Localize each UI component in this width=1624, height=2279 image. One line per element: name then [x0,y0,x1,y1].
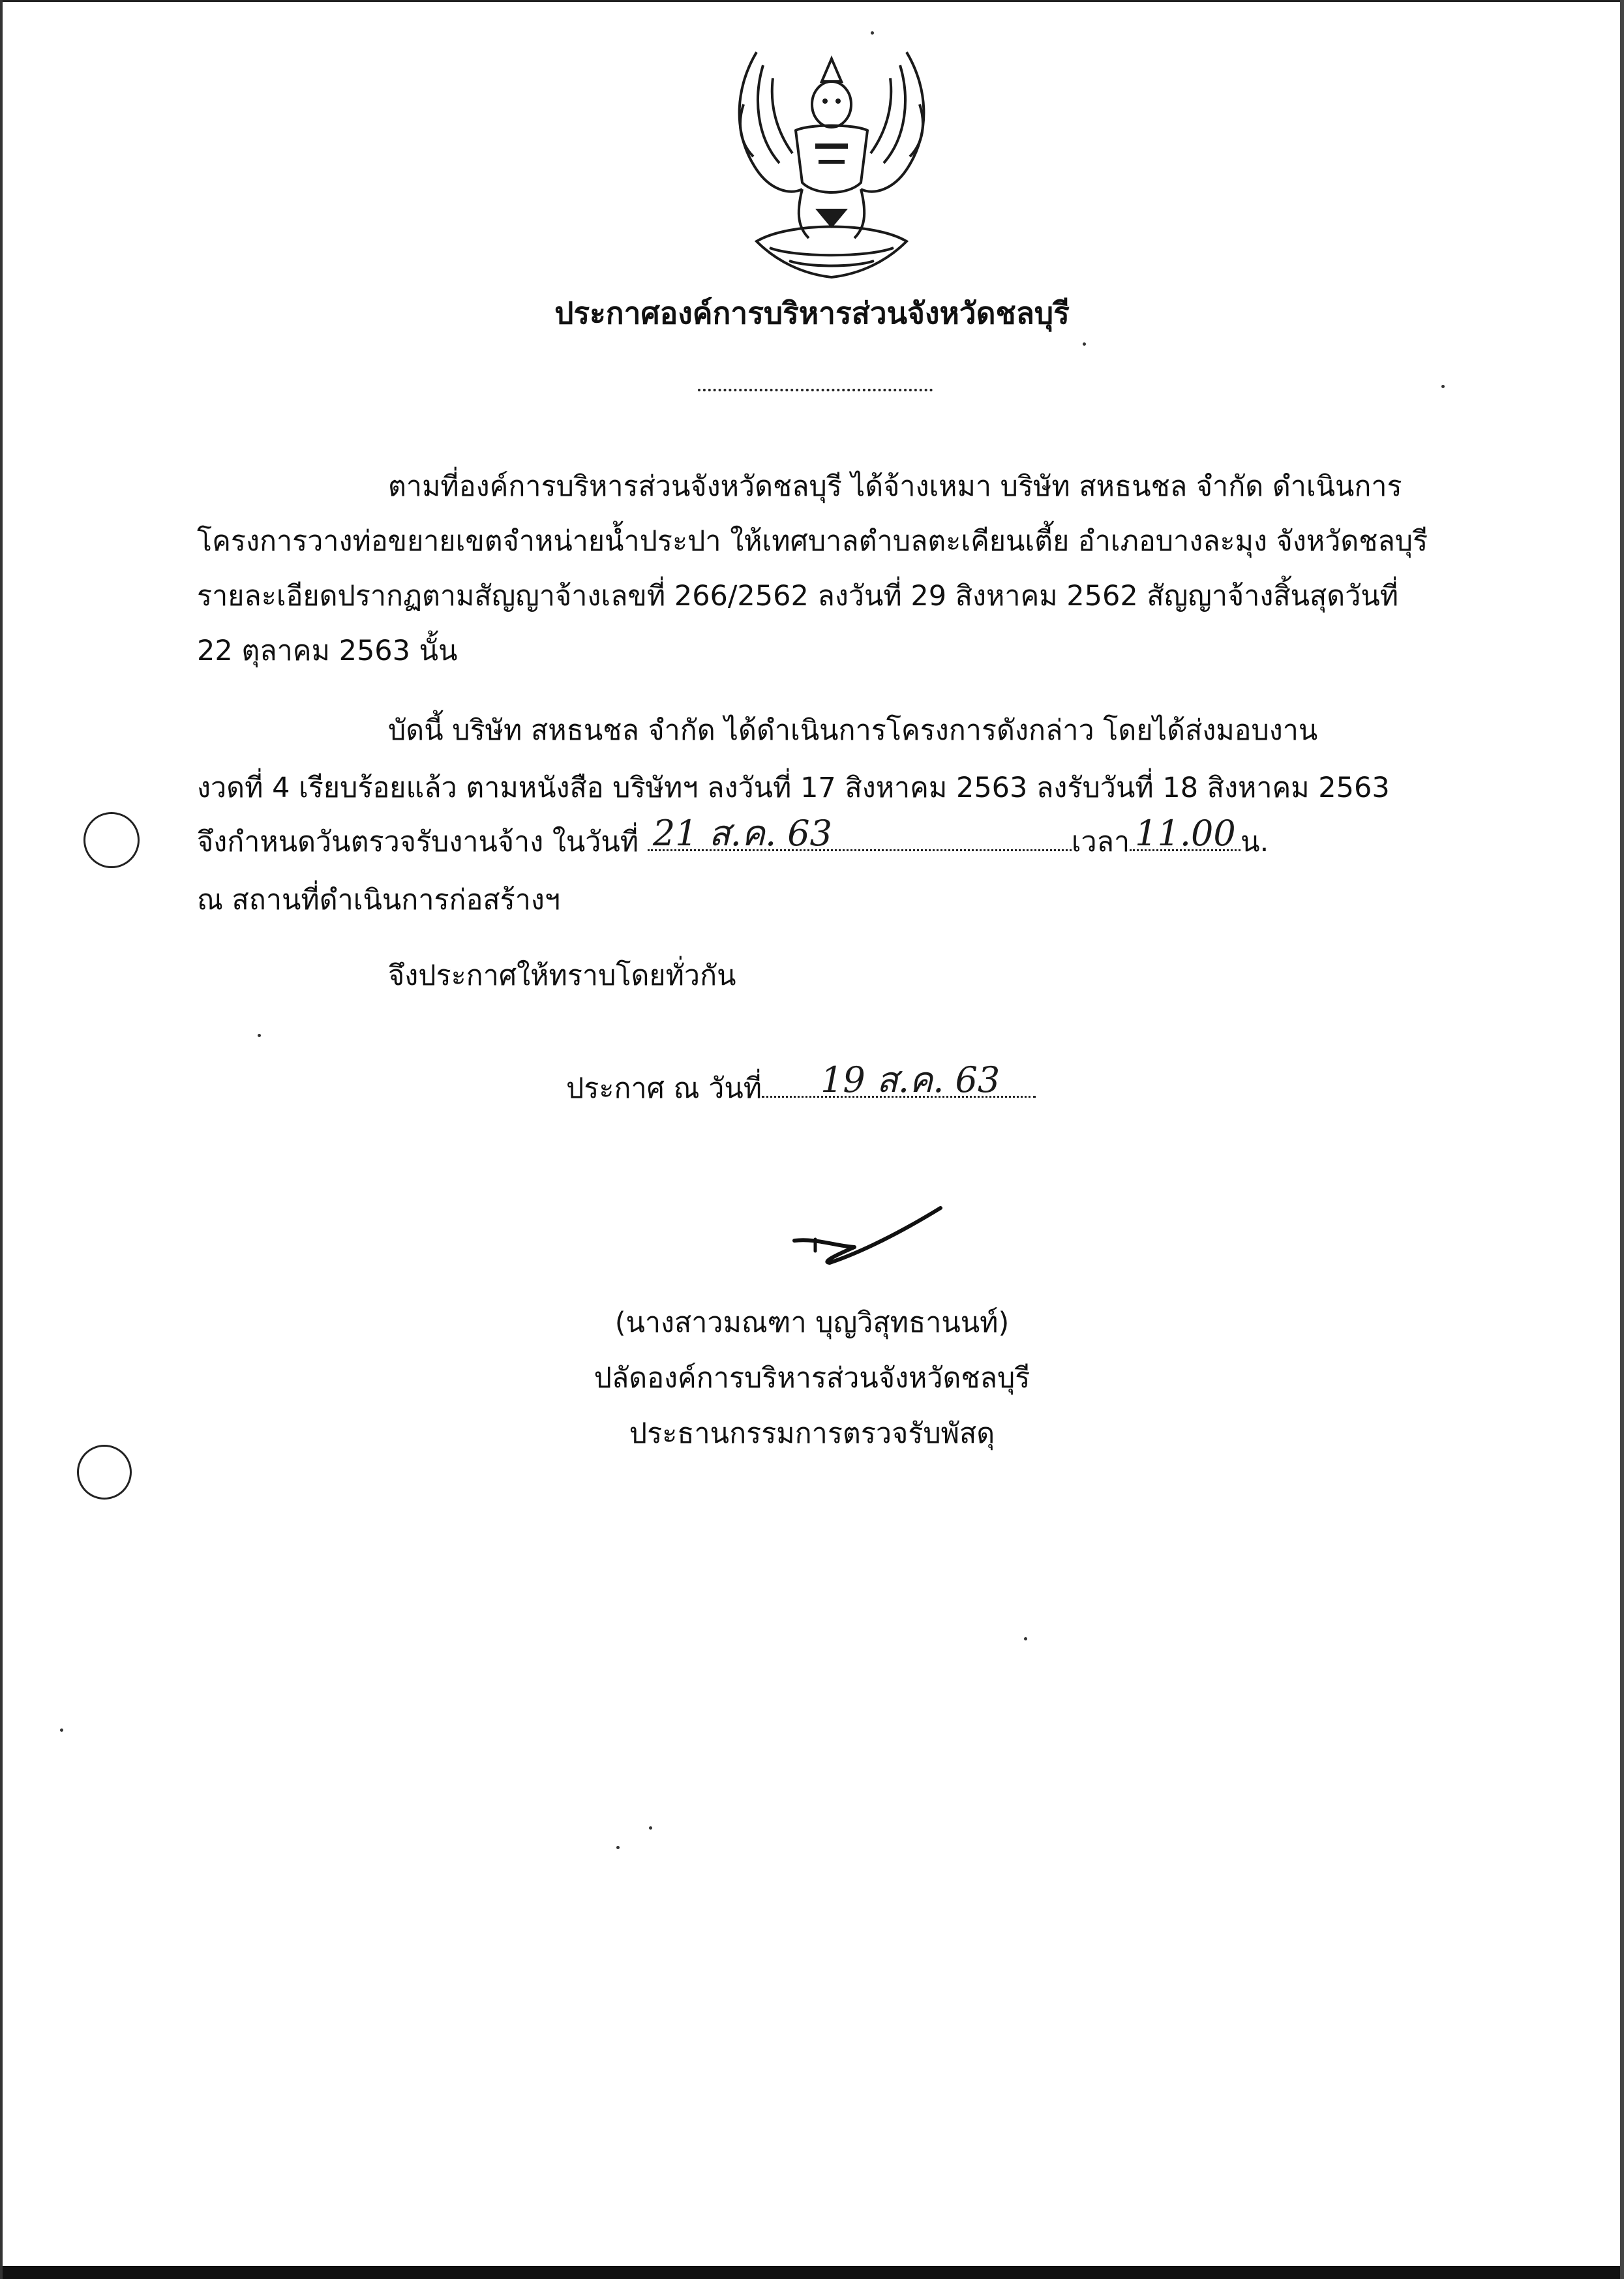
para1-line3: รายละเอียดปรากฏตามสัญญาจ้างเลขที่ 266/2562 ลงวันที่ 29 สิงหาคม 2562 สัญญาจ้างสิ้นสุดวันที่ [197,580,1399,612]
announce-prefix: ประกาศ ณ วันที่ [566,1072,762,1105]
closing-line: จึงประกาศให้ทราบโดยทั่วกัน [388,959,736,992]
title-dotted-rule [698,365,933,391]
para1-line2: โครงการวางท่อขยายเขตจำหน่ายน้ำประปา ให้เทศบาลตำบลตะเคียนเตี้ย อำเภอบางละมุง จังหวัดชลบุรี [197,525,1428,558]
inspection-time-label: เวลา [1071,826,1130,858]
inspection-prefix: จึงกำหนดวันตรวจรับงานจ้าง ในวันที่ [197,826,639,858]
inspection-time-suffix: น. [1241,826,1269,858]
scan-edge-right [1620,0,1624,2279]
punch-hole [77,1445,132,1500]
handwritten-signature [789,1200,946,1272]
scan-edge-bottom [0,2266,1624,2279]
garuda-emblem-icon [717,33,946,294]
para1-line4: 22 ตุลาคม 2563 นั้น [197,635,458,667]
scan-speck [60,1728,63,1732]
scan-speck [1083,342,1086,346]
announce-date-field [762,1059,1036,1100]
scan-speck [1441,385,1445,388]
para2-line2: งวดที่ 4 เรียบร้อยแล้ว ตามหนังสือ บริษัทฯ ลงวันที่ 17 สิงหาคม 2563 ลงรับวันที่ 18 สิงหาคม 2563 [197,772,1390,804]
scan-edge-left [0,0,3,2279]
inspection-time-handwritten: 11.00 [1135,813,1236,854]
para1-line1: ตามที่องค์การบริหารส่วนจังหวัดชลบุรี ได้จ้างเหมา บริษัท สหธนชล จำกัด ดำเนินการ [388,470,1402,503]
signatory-name: (นางสาวมณฑา บุญวิสุทธานนท์) [614,1306,1010,1339]
signatory-position: ปลัดองค์การบริหารส่วนจังหวัดชลบุรี [594,1362,1030,1395]
inspection-time-field [1130,813,1241,854]
document-title: ประกาศองค์การบริหารส่วนจังหวัดชลบุรี [554,295,1070,331]
punch-hole [83,812,140,868]
inspection-line [197,813,1269,860]
announce-date-line [566,1059,1036,1107]
inspection-date-handwritten: 21 ส.ค. 63 [652,813,832,854]
scan-speck [616,1846,620,1849]
scan-edge-top [0,0,1624,2]
scan-speck [258,1034,261,1037]
scan-speck [649,1826,652,1830]
para2-line1: บัดนี้ บริษัท สหธนชล จำกัด ได้ดำเนินการโครงการดังกล่าว โดยได้ส่งมอบงาน [388,714,1318,747]
scan-speck [1024,1637,1027,1640]
inspection-date-field [648,813,1072,854]
location-line: ณ สถานที่ดำเนินการก่อสร้างฯ [197,884,561,916]
announce-date-handwritten: 19 ส.ค. 63 [820,1059,1000,1100]
signatory-role: ประธานกรรมการตรวจรับพัสดุ [629,1417,995,1450]
